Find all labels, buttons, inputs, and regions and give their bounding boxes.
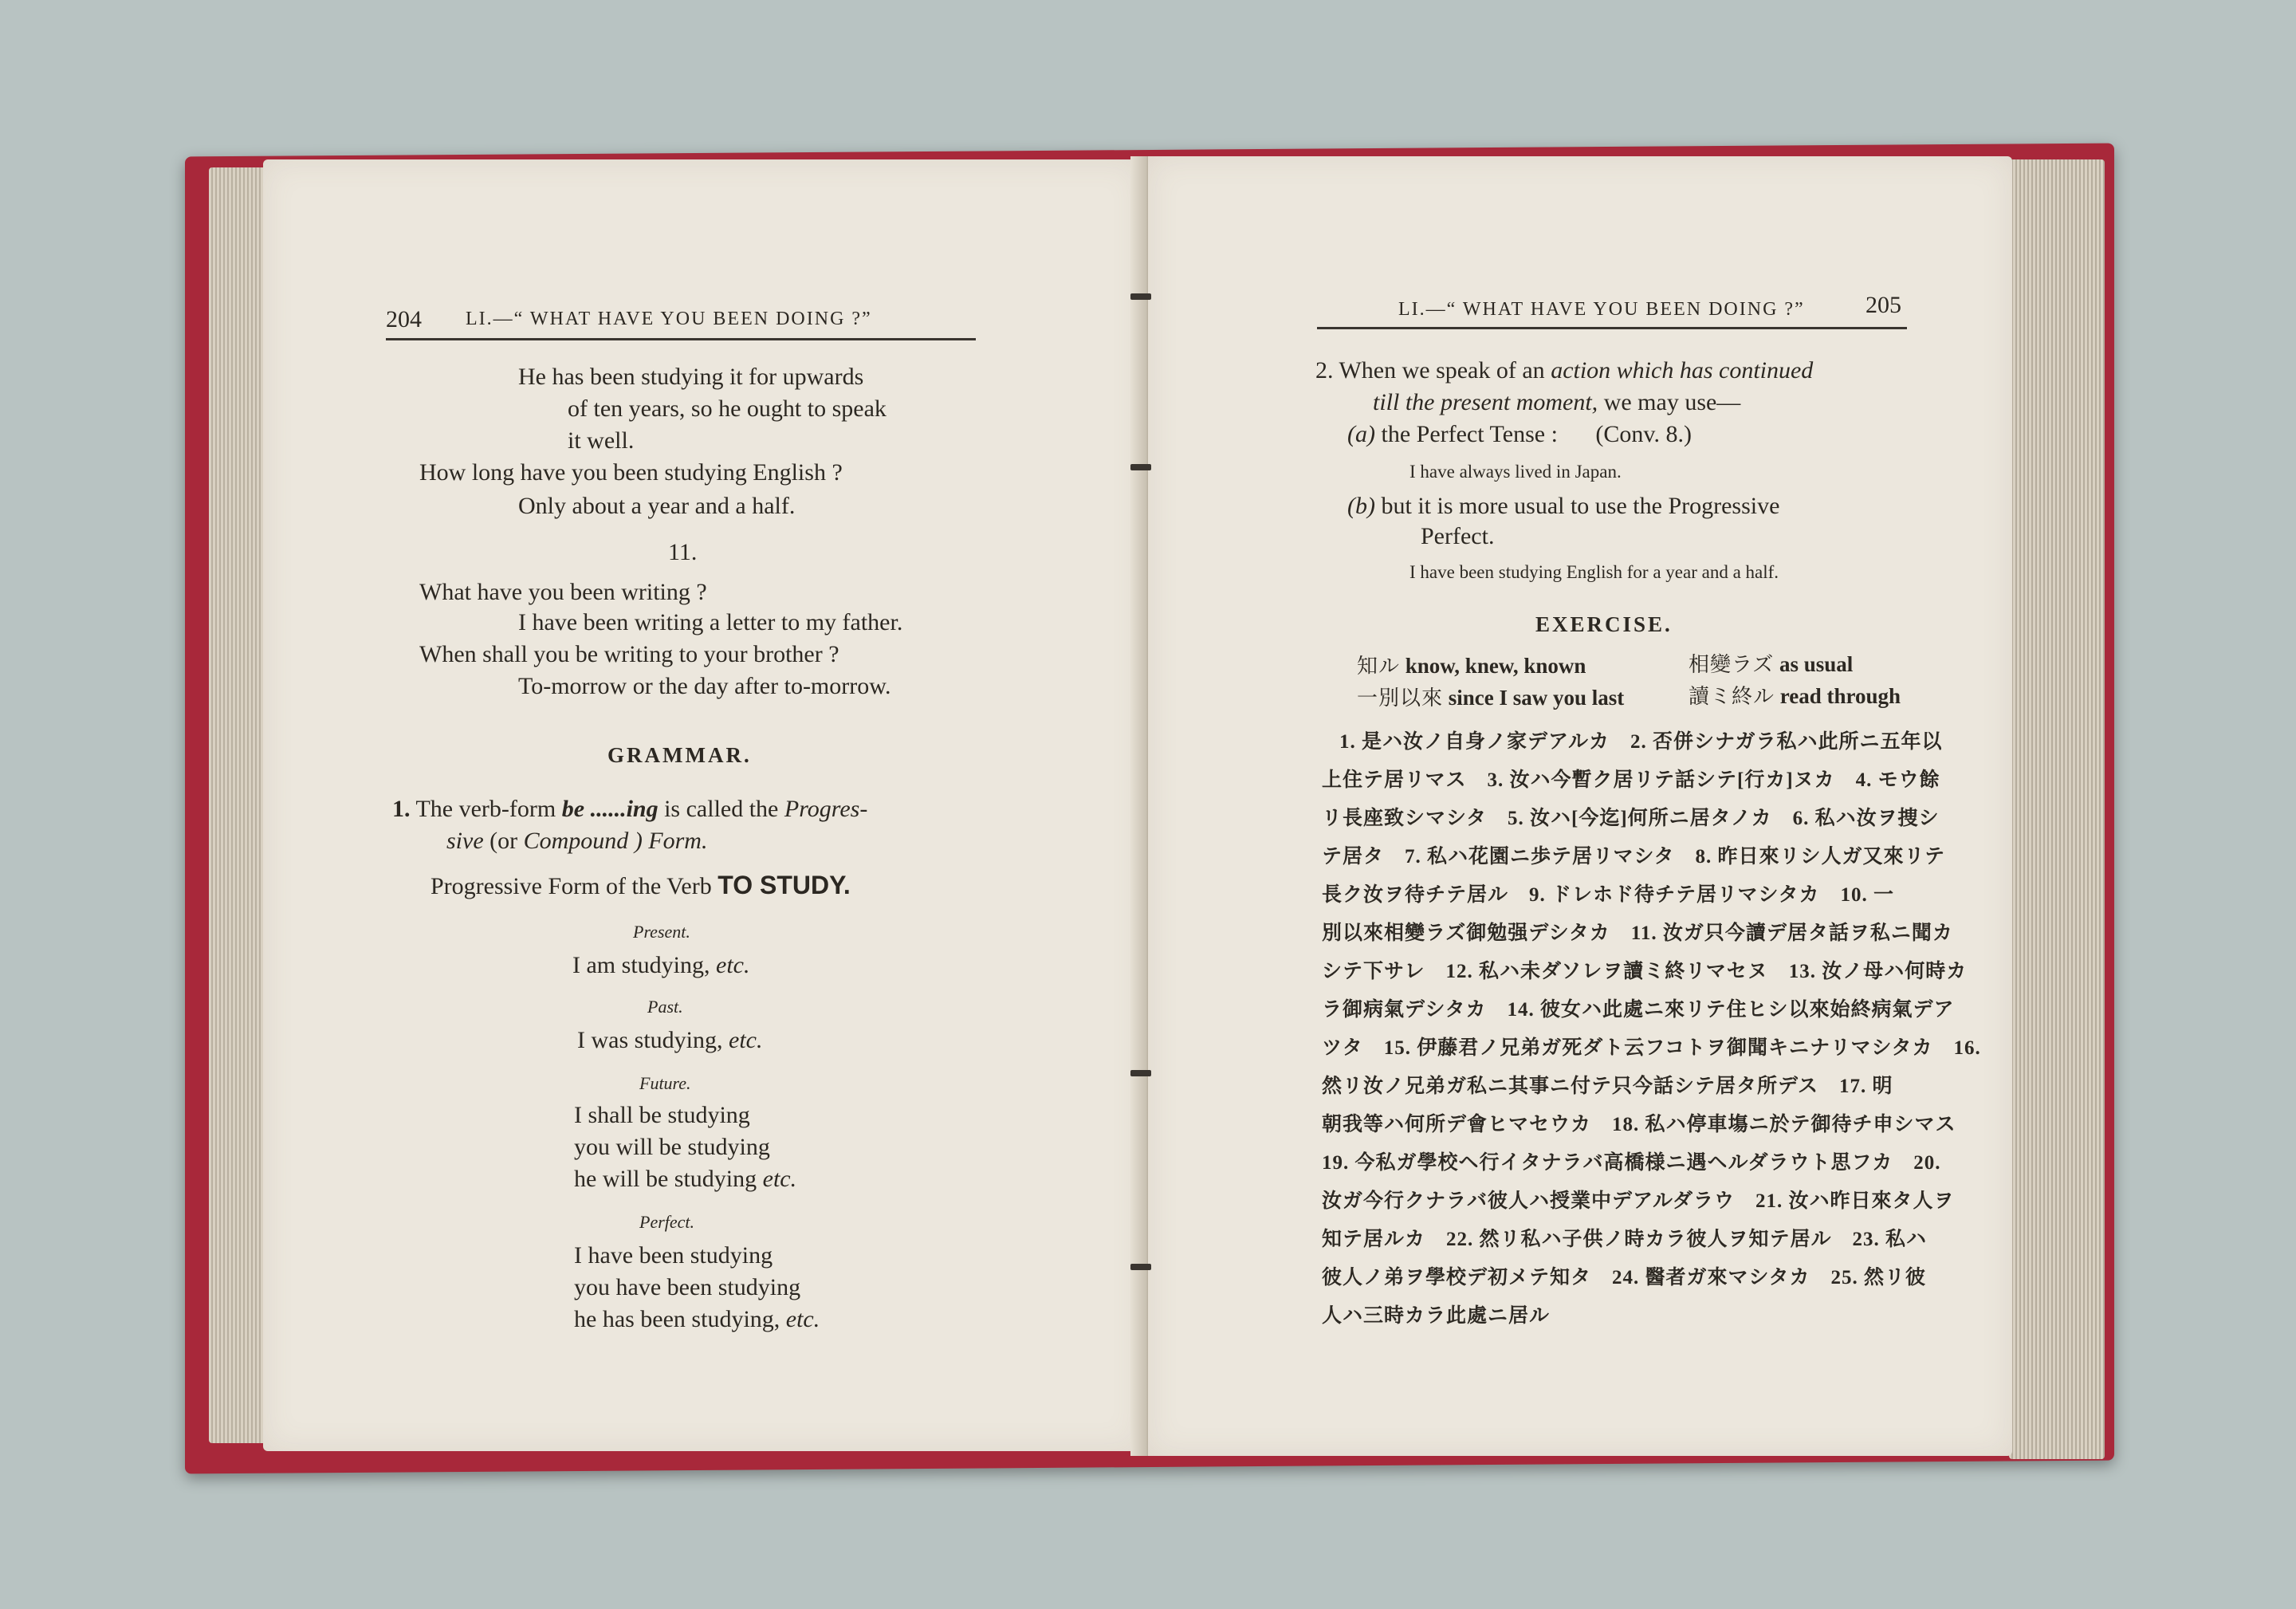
header-rule-left [386, 338, 976, 340]
page-edges-right [2009, 159, 2105, 1459]
item-2-italic: action which has continued [1551, 357, 1814, 384]
grammar-progressive: Progres- [784, 796, 868, 822]
exercise-line: ラ御病氣デシタカ 14. 彼女ハ此處ニ來リテ住ヒシ以來始終病氣デア [1322, 999, 1955, 1021]
item-2-text: we may use— [1603, 389, 1741, 415]
text-line: When shall you be writing to your brother ? [419, 641, 839, 667]
exercise-line: 朝我等ハ何所デ會ヒマセウカ 18. 私ハ停車塲ニ於テ御待チ申シマス [1322, 1114, 1956, 1135]
text-line: I have been writing a letter to my father. [518, 609, 903, 635]
text-line: To-morrow or the day after to-morrow. [518, 673, 891, 699]
tense-example: you have been studying [574, 1274, 801, 1300]
page-number-left: 204 [386, 306, 422, 332]
vocab-item [1357, 655, 1586, 677]
exercise-line: 1. 是ハ汝ノ自身ノ家デアルカ 2. 否併シナガラ私ハ此所ニ五年以 [1339, 731, 1943, 753]
grammar-number: 1. [392, 796, 411, 822]
text-line: He has been studying it for upwards [518, 364, 864, 390]
exercise-line: 長ク汝ヲ待チテ居ル 9. ドレホド待チテ居リマシタカ 10. 一 [1322, 884, 1895, 906]
item-2-a-ref: (Conv. 8.) [1595, 421, 1692, 447]
item-2-b-cont: Perfect. [1421, 523, 1495, 549]
grammar-ing: ......ing [590, 796, 659, 822]
vocab-item [1357, 687, 1624, 709]
grammar-item-1-cont [446, 829, 707, 853]
binding-stitch [1130, 1264, 1151, 1270]
vocab-en: read through [1779, 684, 1901, 708]
running-head-left: LI.—“ WHAT HAVE YOU BEEN DOING ?” [466, 309, 872, 329]
tense-etc: etc. [762, 1166, 797, 1192]
text-line: Only about a year and a half. [518, 493, 796, 519]
item-2-a-label: (a) [1347, 421, 1375, 447]
tense-example: I am studying, [572, 952, 710, 978]
tense-past [577, 1029, 762, 1052]
binding-stitch [1130, 293, 1151, 300]
item-2-b-text: but it is more usual to use the Progressive [1381, 493, 1780, 519]
grammar-sive: sive [446, 828, 484, 854]
item-2-a [1347, 423, 1692, 447]
text-line: of ten years, so he ought to speak [568, 395, 887, 422]
header-rule-right [1317, 327, 1907, 329]
progressive-form-verb: TO STUDY. [718, 871, 851, 899]
item-2-a-text: the Perfect Tense : [1381, 421, 1558, 447]
tense-example: I was studying, [577, 1027, 723, 1053]
progressive-form-line [431, 872, 851, 899]
vocab-jp: 相變ラズ [1689, 653, 1775, 676]
example-a: I have always lived in Japan. [1409, 462, 1622, 482]
vocab-en: as usual [1779, 652, 1854, 676]
grammar-heading: GRAMMAR. [607, 743, 752, 767]
tense-example: he has been studying, [574, 1306, 780, 1332]
text-line: How long have you been studying English ? [419, 459, 843, 486]
example-b: I have been studying English for a year and a half. [1409, 562, 1779, 582]
tense-label-present: Present. [633, 922, 690, 942]
tense-present [572, 954, 749, 978]
exercise-heading: EXERCISE. [1535, 612, 1673, 636]
grammar-item-1 [392, 797, 867, 821]
grammar-compound: Compound [523, 828, 629, 854]
binding-stitch [1130, 464, 1151, 470]
exercise-line: 然リ汝ノ兄弟ガ私ニ其事ニ付テ只今話シテ居タ所デス 17. 明 [1322, 1076, 1893, 1097]
exercise-line: 人ハ三時カラ此處ニ居ル [1322, 1305, 1551, 1327]
exercise-line: 彼人ノ弟ヲ學校デ初メテ知タ 24. 醫者ガ來マシタカ 25. 然リ彼 [1322, 1267, 1927, 1288]
right-page [1148, 156, 2012, 1456]
item-2-text: 2. When we speak of an [1315, 357, 1545, 384]
vocab-jp: 一別以來 [1357, 686, 1444, 710]
text-line: it well. [568, 427, 635, 454]
vocab-item [1689, 686, 1901, 707]
exercise-line: 19. 今私ガ學校ヘ行イタナラバ高橋様ニ遇ヘルダラウト思フカ 20. [1322, 1152, 1941, 1174]
grammar-form: ) Form. [634, 828, 708, 854]
vocab-en: know, knew, known [1405, 654, 1586, 678]
tense-example: I have been studying [574, 1242, 773, 1269]
exercise-line: 上住テ居リマス 3. 汝ハ今暫ク居リテ話シテ[行カ]ヌカ 4. モウ餘 [1322, 769, 1940, 791]
progressive-form-label: Progressive Form of the Verb [431, 873, 712, 899]
section-number: 11. [668, 539, 698, 565]
vocab-en: since I saw you last [1448, 686, 1625, 710]
tense-etc: etc. [729, 1027, 763, 1053]
exercise-line: 知テ居ルカ 22. 然リ私ハ子供ノ時カラ彼人ヲ知テ居ル 23. 私ハ [1322, 1229, 1928, 1250]
grammar-text: The verb-form [415, 796, 556, 822]
exercise-line: シテ下サレ 12. 私ハ未ダソレヲ讀ミ終リマセヌ 13. 汝ノ母ハ何時カ [1322, 961, 1968, 982]
exercise-line: テ居タ 7. 私ハ花園ニ歩テ居リマシタ 8. 昨日來リシ人ガ又來リテ [1322, 846, 1946, 867]
grammar-text: is called the [664, 796, 779, 822]
text-line: What have you been writing ? [419, 579, 707, 605]
tense-etc: etc. [785, 1306, 820, 1332]
tense-perfect-last [574, 1308, 820, 1332]
tense-etc: etc. [716, 952, 750, 978]
page-number-right: 205 [1866, 292, 1901, 318]
tense-example: he will be studying [574, 1166, 757, 1192]
exercise-line: リ長座致シマシタ 5. 汝ハ[今迄]何所ニ居タノカ 6. 私ハ汝ヲ捜シ [1322, 808, 1940, 829]
tense-label-perfect: Perfect. [639, 1212, 695, 1232]
binding-stitch [1130, 1070, 1151, 1076]
item-2-line-1 [1315, 359, 1813, 383]
item-2-line-2 [1373, 391, 1740, 415]
item-2-b-label: (b) [1347, 493, 1375, 519]
vocab-jp: 讀ミ終ル [1689, 685, 1775, 708]
vocab-jp: 知ル [1357, 655, 1401, 678]
grammar-text: (or [489, 828, 518, 854]
vocab-item [1689, 654, 1853, 675]
exercise-line: 別以來相變ラズ御勉强デシタカ 11. 汝ガ只今讀デ居タ話ヲ私ニ聞カ [1322, 923, 1953, 944]
tense-future-last [574, 1167, 796, 1191]
tense-example: I shall be studying [574, 1102, 750, 1128]
tense-example: you will be studying [574, 1134, 770, 1160]
running-head-right: LI.—“ WHAT HAVE YOU BEEN DOING ?” [1398, 299, 1805, 320]
tense-label-future: Future. [639, 1073, 691, 1093]
item-2-b [1347, 494, 1779, 518]
item-2-italic: till the present moment, [1373, 389, 1598, 415]
grammar-be: be [561, 796, 585, 822]
exercise-line: 汝ガ今行クナラバ彼人ハ授業中デアルダラウ 21. 汝ハ昨日來タ人ヲ [1322, 1190, 1955, 1212]
tense-label-past: Past. [647, 997, 683, 1017]
exercise-line: ツタ 15. 伊藤君ノ兄弟ガ死ダト云フコトヲ御聞キニナリマシタカ 16. [1322, 1037, 1981, 1059]
